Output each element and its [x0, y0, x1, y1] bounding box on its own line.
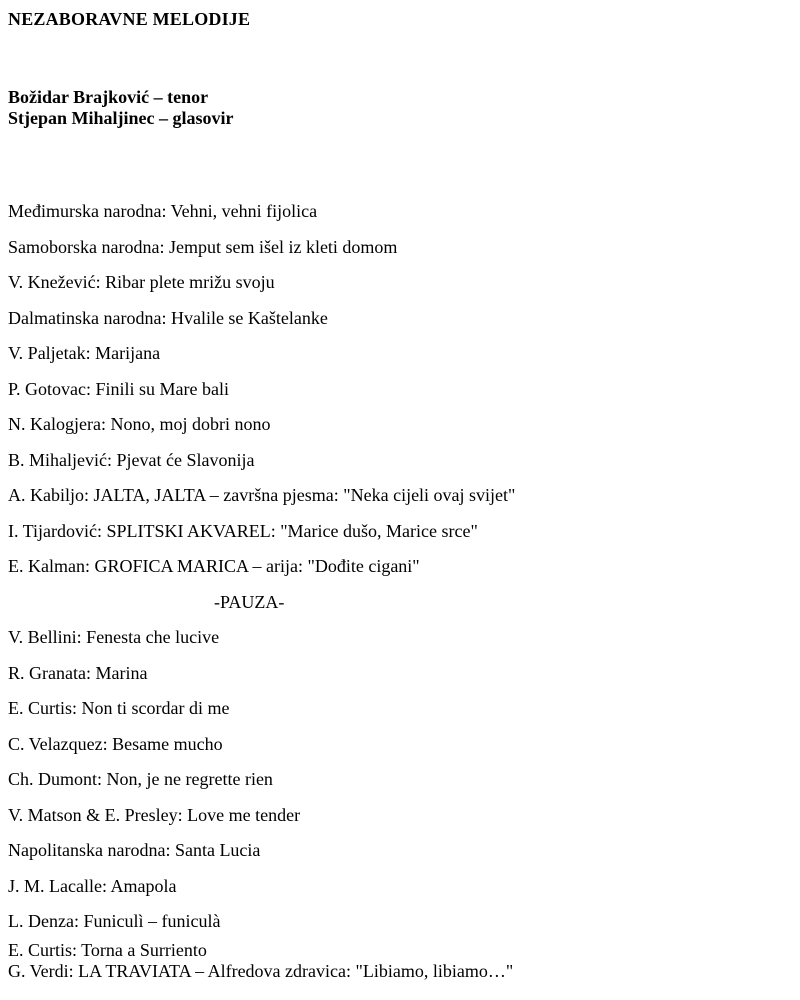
program-item: C. Velazquez: Besame mucho — [8, 733, 223, 754]
program-item: E. Kalman: GROFICA MARICA – arija: "Dođite cigani" — [8, 556, 420, 576]
program-item: V. Paljetak: Marijana — [8, 343, 161, 363]
document-title: NEZABORAVNE MELODIJE — [8, 9, 251, 29]
program-item: L. Denza: Funiculì – funiculà — [8, 911, 221, 931]
program-item: Dalmatinska narodna: Hvalile se Kaštelanke — [8, 307, 328, 328]
performers-block — [8, 87, 234, 129]
intermission-label: -PAUZA- — [214, 591, 285, 612]
program-item: E. Curtis: Non ti scordar di me — [8, 698, 230, 718]
program-item: A. Kabiljo: JALTA, JALTA – završna pjesma: "Neka cijeli ovaj svijet" — [8, 485, 516, 505]
program-item: N. Kalogjera: Nono, moj dobri nono — [8, 414, 271, 434]
program-item: B. Mihaljević: Pjevat će Slavonija — [8, 449, 255, 470]
program-item: I. Tijardović: SPLITSKI AKVAREL: "Marice dušo, Marice srce" — [8, 520, 478, 541]
program-item: V. Matson & E. Presley: Love me tender — [8, 804, 301, 825]
program-item: V. Bellini: Fenesta che lucive — [8, 627, 220, 647]
program-item: P. Gotovac: Finili su Mare bali — [8, 378, 229, 399]
program-item: V. Knežević: Ribar plete mrižu svoju — [8, 272, 275, 292]
program-item: G. Verdi: LA TRAVIATA – Alfredova zdravica: "Libiamo, libiamo…" — [8, 960, 514, 981]
program-item: Međimurska narodna: Vehni, vehni fijolica — [8, 201, 318, 221]
program-item: Samoborska narodna: Jemput sem išel iz kleti domom — [8, 236, 398, 257]
program-list — [8, 194, 515, 982]
program-item: J. M. Lacalle: Amapola — [8, 875, 177, 896]
program-item: Napolitanska narodna: Santa Lucia — [8, 840, 261, 860]
performer-tenor: Božidar Brajković – tenor — [8, 87, 209, 107]
program-item: E. Curtis: Torna a Surriento — [8, 939, 207, 960]
program-item: R. Granata: Marina — [8, 662, 148, 683]
performer-piano: Stjepan Mihaljinec – glasovir — [8, 108, 234, 128]
program-item: Ch. Dumont: Non, je ne regrette rien — [8, 769, 273, 789]
